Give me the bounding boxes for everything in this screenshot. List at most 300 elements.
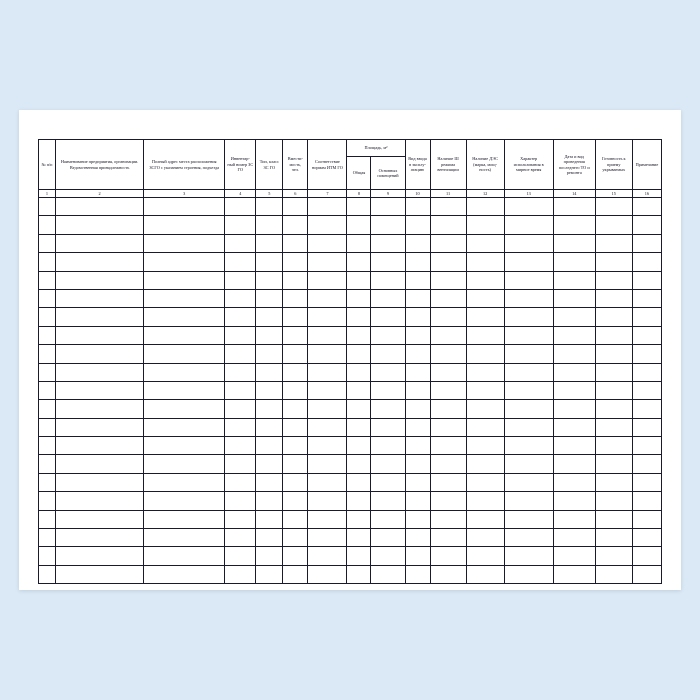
table-cell[interactable]	[553, 492, 595, 510]
table-cell[interactable]	[405, 400, 430, 418]
table-cell[interactable]	[371, 492, 405, 510]
table-row[interactable]	[39, 345, 662, 363]
table-cell[interactable]	[504, 289, 553, 307]
table-cell[interactable]	[430, 198, 466, 216]
table-cell[interactable]	[405, 510, 430, 528]
table-cell[interactable]	[283, 216, 308, 234]
table-cell[interactable]	[595, 234, 632, 252]
table-cell[interactable]	[553, 529, 595, 547]
table-cell[interactable]	[225, 308, 256, 326]
table-cell[interactable]	[405, 363, 430, 381]
table-cell[interactable]	[347, 529, 371, 547]
table-cell[interactable]	[595, 529, 632, 547]
table-cell[interactable]	[405, 455, 430, 473]
table-cell[interactable]	[430, 234, 466, 252]
table-cell[interactable]	[308, 437, 347, 455]
table-row[interactable]	[39, 455, 662, 473]
table-cell[interactable]	[144, 437, 225, 455]
table-cell[interactable]	[225, 345, 256, 363]
table-cell[interactable]	[405, 381, 430, 399]
table-cell[interactable]	[595, 326, 632, 344]
table-cell[interactable]	[504, 216, 553, 234]
table-cell[interactable]	[144, 271, 225, 289]
table-cell[interactable]	[405, 253, 430, 271]
table-cell[interactable]	[347, 308, 371, 326]
table-cell[interactable]	[283, 198, 308, 216]
table-cell[interactable]	[347, 345, 371, 363]
table-cell[interactable]	[225, 400, 256, 418]
table-cell[interactable]	[39, 455, 56, 473]
table-cell[interactable]	[39, 473, 56, 491]
table-cell[interactable]	[225, 234, 256, 252]
table-cell[interactable]	[39, 418, 56, 436]
table-cell[interactable]	[347, 473, 371, 491]
table-cell[interactable]	[144, 216, 225, 234]
table-cell[interactable]	[430, 326, 466, 344]
table-cell[interactable]	[256, 198, 283, 216]
table-cell[interactable]	[504, 565, 553, 583]
table-cell[interactable]	[56, 492, 144, 510]
table-row[interactable]	[39, 363, 662, 381]
table-cell[interactable]	[430, 437, 466, 455]
table-cell[interactable]	[39, 345, 56, 363]
table-cell[interactable]	[430, 400, 466, 418]
table-cell[interactable]	[632, 437, 661, 455]
table-cell[interactable]	[144, 418, 225, 436]
table-cell[interactable]	[347, 253, 371, 271]
table-cell[interactable]	[632, 529, 661, 547]
table-cell[interactable]	[39, 363, 56, 381]
table-cell[interactable]	[632, 492, 661, 510]
table-cell[interactable]	[405, 308, 430, 326]
table-cell[interactable]	[430, 455, 466, 473]
table-cell[interactable]	[595, 216, 632, 234]
table-cell[interactable]	[144, 565, 225, 583]
table-cell[interactable]	[504, 308, 553, 326]
table-cell[interactable]	[283, 289, 308, 307]
table-cell[interactable]	[371, 363, 405, 381]
table-cell[interactable]	[256, 400, 283, 418]
table-cell[interactable]	[466, 345, 504, 363]
table-row[interactable]	[39, 400, 662, 418]
table-cell[interactable]	[308, 271, 347, 289]
table-row[interactable]	[39, 529, 662, 547]
table-cell[interactable]	[308, 473, 347, 491]
table-cell[interactable]	[405, 198, 430, 216]
table-cell[interactable]	[405, 529, 430, 547]
table-cell[interactable]	[56, 308, 144, 326]
table-cell[interactable]	[283, 381, 308, 399]
table-row[interactable]	[39, 381, 662, 399]
table-cell[interactable]	[504, 271, 553, 289]
table-cell[interactable]	[371, 529, 405, 547]
table-cell[interactable]	[144, 326, 225, 344]
table-cell[interactable]	[56, 565, 144, 583]
table-cell[interactable]	[371, 400, 405, 418]
table-cell[interactable]	[430, 529, 466, 547]
table-cell[interactable]	[256, 565, 283, 583]
table-cell[interactable]	[56, 510, 144, 528]
table-cell[interactable]	[225, 289, 256, 307]
table-cell[interactable]	[466, 455, 504, 473]
table-cell[interactable]	[371, 437, 405, 455]
table-cell[interactable]	[466, 308, 504, 326]
table-cell[interactable]	[595, 198, 632, 216]
table-cell[interactable]	[632, 289, 661, 307]
table-cell[interactable]	[256, 473, 283, 491]
table-cell[interactable]	[553, 400, 595, 418]
table-cell[interactable]	[504, 363, 553, 381]
table-cell[interactable]	[595, 437, 632, 455]
table-cell[interactable]	[308, 345, 347, 363]
table-cell[interactable]	[430, 363, 466, 381]
table-cell[interactable]	[430, 289, 466, 307]
table-cell[interactable]	[405, 492, 430, 510]
table-row[interactable]	[39, 473, 662, 491]
table-cell[interactable]	[371, 455, 405, 473]
table-cell[interactable]	[595, 510, 632, 528]
table-cell[interactable]	[56, 363, 144, 381]
table-cell[interactable]	[144, 455, 225, 473]
table-cell[interactable]	[632, 216, 661, 234]
table-cell[interactable]	[39, 437, 56, 455]
table-cell[interactable]	[56, 216, 144, 234]
table-cell[interactable]	[595, 381, 632, 399]
table-cell[interactable]	[256, 326, 283, 344]
table-cell[interactable]	[504, 234, 553, 252]
table-cell[interactable]	[56, 547, 144, 565]
table-cell[interactable]	[504, 400, 553, 418]
table-cell[interactable]	[308, 400, 347, 418]
table-cell[interactable]	[466, 253, 504, 271]
table-cell[interactable]	[39, 253, 56, 271]
table-row[interactable]	[39, 198, 662, 216]
table-cell[interactable]	[256, 253, 283, 271]
table-cell[interactable]	[371, 381, 405, 399]
table-cell[interactable]	[225, 492, 256, 510]
table-cell[interactable]	[39, 510, 56, 528]
table-cell[interactable]	[371, 253, 405, 271]
table-cell[interactable]	[553, 216, 595, 234]
table-cell[interactable]	[466, 381, 504, 399]
table-cell[interactable]	[144, 198, 225, 216]
table-cell[interactable]	[225, 418, 256, 436]
table-cell[interactable]	[225, 363, 256, 381]
table-cell[interactable]	[466, 565, 504, 583]
table-cell[interactable]	[504, 381, 553, 399]
table-cell[interactable]	[430, 473, 466, 491]
table-cell[interactable]	[347, 455, 371, 473]
table-cell[interactable]	[347, 510, 371, 528]
table-cell[interactable]	[144, 547, 225, 565]
table-cell[interactable]	[595, 308, 632, 326]
table-cell[interactable]	[144, 253, 225, 271]
table-cell[interactable]	[371, 473, 405, 491]
table-row[interactable]	[39, 271, 662, 289]
table-cell[interactable]	[430, 492, 466, 510]
table-cell[interactable]	[56, 381, 144, 399]
table-cell[interactable]	[553, 437, 595, 455]
table-cell[interactable]	[308, 326, 347, 344]
table-cell[interactable]	[144, 510, 225, 528]
table-cell[interactable]	[553, 308, 595, 326]
table-cell[interactable]	[347, 547, 371, 565]
table-cell[interactable]	[466, 271, 504, 289]
table-cell[interactable]	[371, 418, 405, 436]
table-cell[interactable]	[466, 510, 504, 528]
table-cell[interactable]	[371, 326, 405, 344]
table-cell[interactable]	[56, 455, 144, 473]
table-cell[interactable]	[308, 510, 347, 528]
table-cell[interactable]	[283, 308, 308, 326]
table-cell[interactable]	[256, 418, 283, 436]
table-cell[interactable]	[405, 326, 430, 344]
table-cell[interactable]	[308, 529, 347, 547]
table-cell[interactable]	[371, 510, 405, 528]
table-cell[interactable]	[283, 510, 308, 528]
table-cell[interactable]	[225, 271, 256, 289]
table-cell[interactable]	[504, 418, 553, 436]
table-cell[interactable]	[430, 381, 466, 399]
table-cell[interactable]	[308, 418, 347, 436]
table-cell[interactable]	[39, 234, 56, 252]
table-cell[interactable]	[405, 234, 430, 252]
table-cell[interactable]	[225, 547, 256, 565]
table-cell[interactable]	[347, 492, 371, 510]
table-cell[interactable]	[430, 510, 466, 528]
table-cell[interactable]	[632, 271, 661, 289]
table-cell[interactable]	[553, 363, 595, 381]
table-cell[interactable]	[405, 437, 430, 455]
table-row[interactable]	[39, 437, 662, 455]
table-row[interactable]	[39, 326, 662, 344]
table-cell[interactable]	[39, 198, 56, 216]
table-cell[interactable]	[283, 492, 308, 510]
table-cell[interactable]	[308, 381, 347, 399]
table-row[interactable]	[39, 547, 662, 565]
table-cell[interactable]	[56, 253, 144, 271]
table-row[interactable]	[39, 492, 662, 510]
table-cell[interactable]	[144, 308, 225, 326]
table-cell[interactable]	[347, 234, 371, 252]
table-cell[interactable]	[256, 271, 283, 289]
table-cell[interactable]	[553, 547, 595, 565]
table-cell[interactable]	[283, 271, 308, 289]
table-cell[interactable]	[466, 418, 504, 436]
table-cell[interactable]	[39, 381, 56, 399]
table-cell[interactable]	[371, 308, 405, 326]
table-cell[interactable]	[466, 198, 504, 216]
table-cell[interactable]	[595, 565, 632, 583]
table-cell[interactable]	[504, 529, 553, 547]
table-row[interactable]	[39, 289, 662, 307]
table-cell[interactable]	[144, 234, 225, 252]
table-cell[interactable]	[56, 418, 144, 436]
table-cell[interactable]	[283, 345, 308, 363]
table-cell[interactable]	[466, 547, 504, 565]
table-cell[interactable]	[553, 253, 595, 271]
table-cell[interactable]	[405, 547, 430, 565]
table-cell[interactable]	[595, 253, 632, 271]
table-cell[interactable]	[39, 216, 56, 234]
table-cell[interactable]	[371, 565, 405, 583]
table-cell[interactable]	[144, 363, 225, 381]
table-cell[interactable]	[371, 216, 405, 234]
table-cell[interactable]	[632, 381, 661, 399]
table-cell[interactable]	[256, 529, 283, 547]
table-cell[interactable]	[347, 216, 371, 234]
table-cell[interactable]	[347, 381, 371, 399]
table-cell[interactable]	[466, 289, 504, 307]
table-cell[interactable]	[466, 492, 504, 510]
table-cell[interactable]	[39, 547, 56, 565]
table-cell[interactable]	[308, 289, 347, 307]
table-cell[interactable]	[283, 253, 308, 271]
table-cell[interactable]	[283, 326, 308, 344]
table-cell[interactable]	[553, 473, 595, 491]
table-cell[interactable]	[56, 345, 144, 363]
table-cell[interactable]	[466, 363, 504, 381]
table-cell[interactable]	[405, 473, 430, 491]
table-cell[interactable]	[632, 308, 661, 326]
table-cell[interactable]	[595, 345, 632, 363]
table-cell[interactable]	[225, 253, 256, 271]
table-cell[interactable]	[553, 418, 595, 436]
table-cell[interactable]	[632, 363, 661, 381]
table-cell[interactable]	[308, 308, 347, 326]
table-cell[interactable]	[347, 289, 371, 307]
table-cell[interactable]	[632, 253, 661, 271]
table-cell[interactable]	[225, 326, 256, 344]
table-cell[interactable]	[553, 345, 595, 363]
table-cell[interactable]	[283, 455, 308, 473]
table-cell[interactable]	[225, 198, 256, 216]
table-cell[interactable]	[595, 400, 632, 418]
table-cell[interactable]	[632, 510, 661, 528]
table-cell[interactable]	[504, 492, 553, 510]
table-cell[interactable]	[632, 326, 661, 344]
table-row[interactable]	[39, 216, 662, 234]
table-cell[interactable]	[504, 473, 553, 491]
table-cell[interactable]	[430, 418, 466, 436]
table-cell[interactable]	[504, 547, 553, 565]
table-row[interactable]	[39, 418, 662, 436]
table-row[interactable]	[39, 308, 662, 326]
table-cell[interactable]	[595, 271, 632, 289]
table-cell[interactable]	[466, 326, 504, 344]
table-cell[interactable]	[504, 326, 553, 344]
table-cell[interactable]	[56, 234, 144, 252]
table-cell[interactable]	[347, 437, 371, 455]
table-cell[interactable]	[595, 547, 632, 565]
table-cell[interactable]	[347, 418, 371, 436]
table-cell[interactable]	[144, 473, 225, 491]
table-cell[interactable]	[553, 198, 595, 216]
table-cell[interactable]	[430, 271, 466, 289]
table-cell[interactable]	[256, 234, 283, 252]
table-cell[interactable]	[39, 271, 56, 289]
table-cell[interactable]	[144, 400, 225, 418]
table-cell[interactable]	[256, 308, 283, 326]
table-cell[interactable]	[504, 198, 553, 216]
table-cell[interactable]	[283, 234, 308, 252]
table-cell[interactable]	[144, 492, 225, 510]
table-cell[interactable]	[144, 289, 225, 307]
table-cell[interactable]	[466, 529, 504, 547]
table-cell[interactable]	[466, 216, 504, 234]
table-cell[interactable]	[466, 234, 504, 252]
table-cell[interactable]	[504, 437, 553, 455]
table-cell[interactable]	[632, 547, 661, 565]
table-row[interactable]	[39, 253, 662, 271]
table-cell[interactable]	[595, 363, 632, 381]
table-cell[interactable]	[430, 547, 466, 565]
table-cell[interactable]	[225, 437, 256, 455]
table-cell[interactable]	[504, 510, 553, 528]
table-cell[interactable]	[308, 216, 347, 234]
table-cell[interactable]	[225, 216, 256, 234]
table-cell[interactable]	[430, 253, 466, 271]
table-cell[interactable]	[256, 345, 283, 363]
table-cell[interactable]	[553, 326, 595, 344]
table-cell[interactable]	[283, 363, 308, 381]
table-cell[interactable]	[595, 418, 632, 436]
table-cell[interactable]	[405, 345, 430, 363]
table-cell[interactable]	[632, 234, 661, 252]
table-cell[interactable]	[56, 198, 144, 216]
table-cell[interactable]	[144, 381, 225, 399]
table-cell[interactable]	[504, 253, 553, 271]
table-cell[interactable]	[553, 234, 595, 252]
table-cell[interactable]	[39, 326, 56, 344]
table-cell[interactable]	[39, 492, 56, 510]
table-cell[interactable]	[308, 547, 347, 565]
table-cell[interactable]	[256, 510, 283, 528]
table-cell[interactable]	[632, 400, 661, 418]
table-cell[interactable]	[405, 418, 430, 436]
table-cell[interactable]	[371, 234, 405, 252]
table-cell[interactable]	[347, 400, 371, 418]
table-cell[interactable]	[430, 308, 466, 326]
table-cell[interactable]	[256, 363, 283, 381]
table-cell[interactable]	[283, 400, 308, 418]
table-cell[interactable]	[347, 363, 371, 381]
table-cell[interactable]	[308, 363, 347, 381]
table-cell[interactable]	[225, 455, 256, 473]
table-cell[interactable]	[632, 418, 661, 436]
table-cell[interactable]	[39, 565, 56, 583]
table-row[interactable]	[39, 510, 662, 528]
table-cell[interactable]	[466, 473, 504, 491]
table-cell[interactable]	[632, 565, 661, 583]
table-cell[interactable]	[225, 529, 256, 547]
table-cell[interactable]	[371, 271, 405, 289]
table-row[interactable]	[39, 565, 662, 583]
table-cell[interactable]	[347, 326, 371, 344]
table-cell[interactable]	[347, 198, 371, 216]
table-cell[interactable]	[39, 308, 56, 326]
table-cell[interactable]	[430, 565, 466, 583]
table-cell[interactable]	[595, 455, 632, 473]
table-cell[interactable]	[144, 345, 225, 363]
table-cell[interactable]	[56, 437, 144, 455]
table-cell[interactable]	[56, 400, 144, 418]
table-cell[interactable]	[256, 437, 283, 455]
table-cell[interactable]	[371, 547, 405, 565]
table-cell[interactable]	[39, 529, 56, 547]
table-cell[interactable]	[405, 289, 430, 307]
table-cell[interactable]	[225, 473, 256, 491]
